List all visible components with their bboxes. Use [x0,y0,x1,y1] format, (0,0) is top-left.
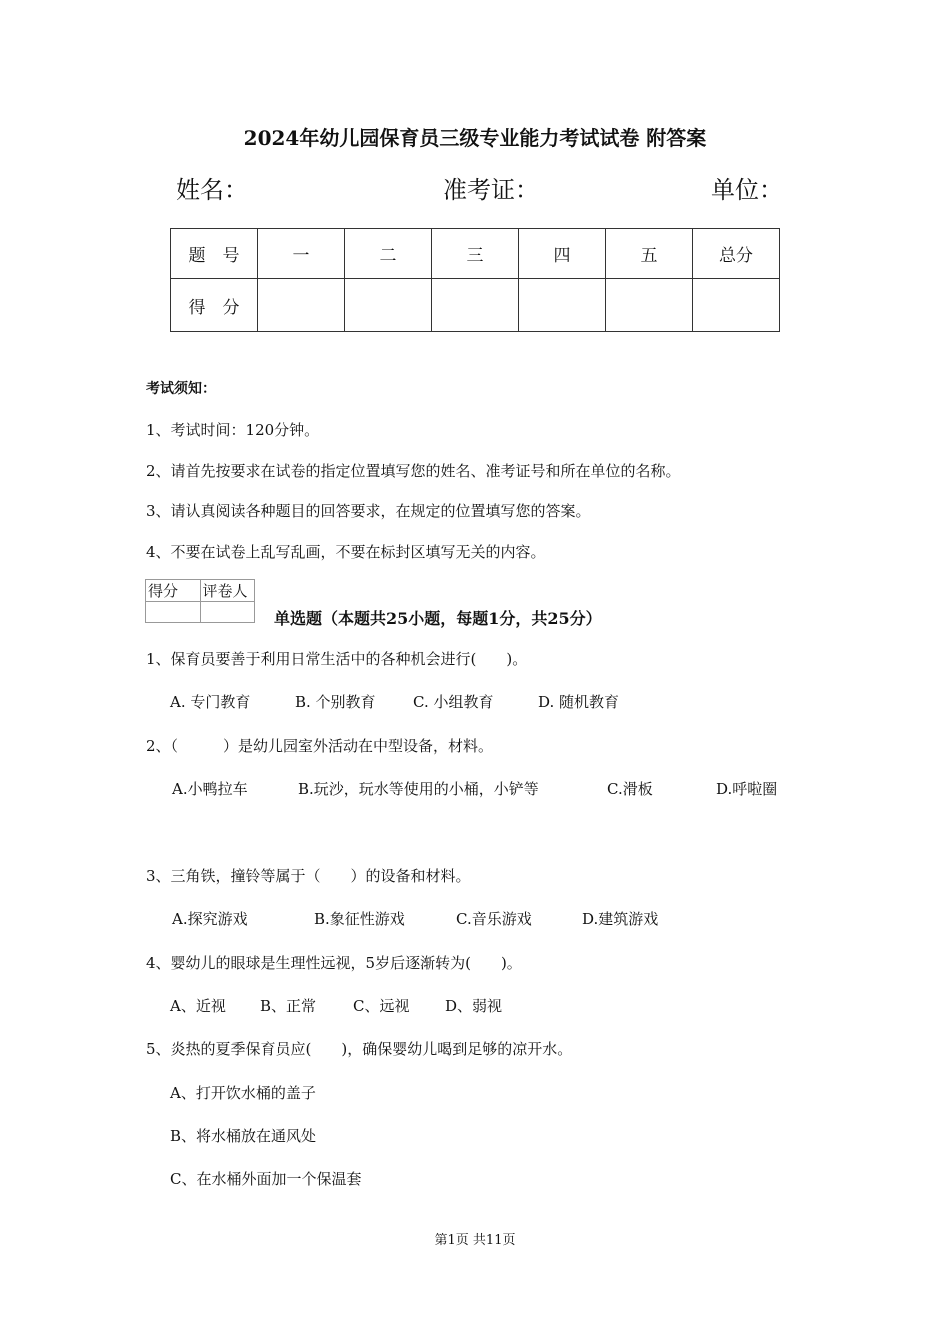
grader-box [145,579,255,623]
score-cell[interactable] [258,279,345,332]
grader-score-label: 得分 [146,580,201,602]
exam-title: 2024年幼儿园保育员三级专业能力考试试卷 附答案 [243,126,707,150]
question-option: B、将水桶放在通风处 [170,1127,317,1145]
question-option: A.小鸭拉车 [172,780,248,798]
question-option: C.滑板 [607,780,653,798]
question-option: D.呼啦圈 [716,780,778,798]
question-option: D.建筑游戏 [582,910,659,928]
grader-reviewer-label: 评卷人 [200,580,255,602]
unit-field-label: 单位： [711,176,783,204]
score-row-label: 得 分 [171,279,258,332]
page-footer: 第1页 共11页 [434,1233,516,1248]
score-header-total: 总分 [693,229,780,279]
question-option: C、在水桶外面加一个保温套 [170,1170,362,1188]
question-stem: 4、婴幼儿的眼球是生理性远视，5岁后逐渐转为( )。 [146,954,522,972]
question-stem: 5、炎热的夏季保育员应( )，确保婴幼儿喝到足够的凉开水。 [146,1040,573,1058]
name-field-label: 姓名： [176,176,248,204]
question-option: D、弱视 [445,997,503,1015]
notice-item: 2、请首先按要求在试卷的指定位置填写您的姓名、准考证号和所在单位的名称。 [146,462,681,480]
question-option: D. 随机教育 [538,693,620,711]
question-stem: 1、保育员要善于利用日常生活中的各种机会进行( )。 [146,650,528,668]
score-header-4: 四 [519,229,606,279]
notice-item: 3、请认真阅读各种题目的回答要求，在规定的位置填写您的答案。 [146,502,591,520]
question-option: A.探究游戏 [172,910,248,928]
score-header-5: 五 [606,229,693,279]
score-table-score-row [171,279,780,332]
notice-item: 4、不要在试卷上乱写乱画，不要在标封区填写无关的内容。 [146,543,546,561]
score-table [170,228,780,332]
notice-item: 1、考试时间：120分钟。 [146,421,320,439]
question-option: B. 个别教育 [295,693,376,711]
score-header-3: 三 [432,229,519,279]
score-cell[interactable] [519,279,606,332]
exam-id-field-label: 准考证： [443,176,539,204]
grader-reviewer-cell[interactable] [200,602,255,623]
question-option: B、正常 [260,997,317,1015]
question-option: B.象征性游戏 [314,910,405,928]
score-cell[interactable] [432,279,519,332]
score-header-1: 一 [258,229,345,279]
question-option: C. 小组教育 [413,693,494,711]
score-header-label: 题 号 [171,229,258,279]
question-option: A、打开饮水桶的盖子 [170,1084,316,1102]
section-heading: 单选题（本题共25小题，每题1分，共25分） [274,609,602,628]
question-stem: 3、三角铁，撞铃等属于（ ）的设备和材料。 [146,867,471,885]
notice-heading: 考试须知： [146,381,216,397]
score-cell[interactable] [345,279,432,332]
question-option: C.音乐游戏 [456,910,532,928]
question-option: B.玩沙，玩水等使用的小桶，小铲等 [298,780,539,798]
question-option: A、近视 [170,997,226,1015]
score-table-header-row [171,229,780,279]
score-cell[interactable] [606,279,693,332]
score-header-2: 二 [345,229,432,279]
grader-score-cell[interactable] [146,602,201,623]
score-cell-total[interactable] [693,279,780,332]
question-stem: 2、（ ）是幼儿园室外活动在中型设备，材料。 [146,737,494,755]
question-option: A. 专门教育 [170,693,251,711]
question-option: C、远视 [353,997,410,1015]
